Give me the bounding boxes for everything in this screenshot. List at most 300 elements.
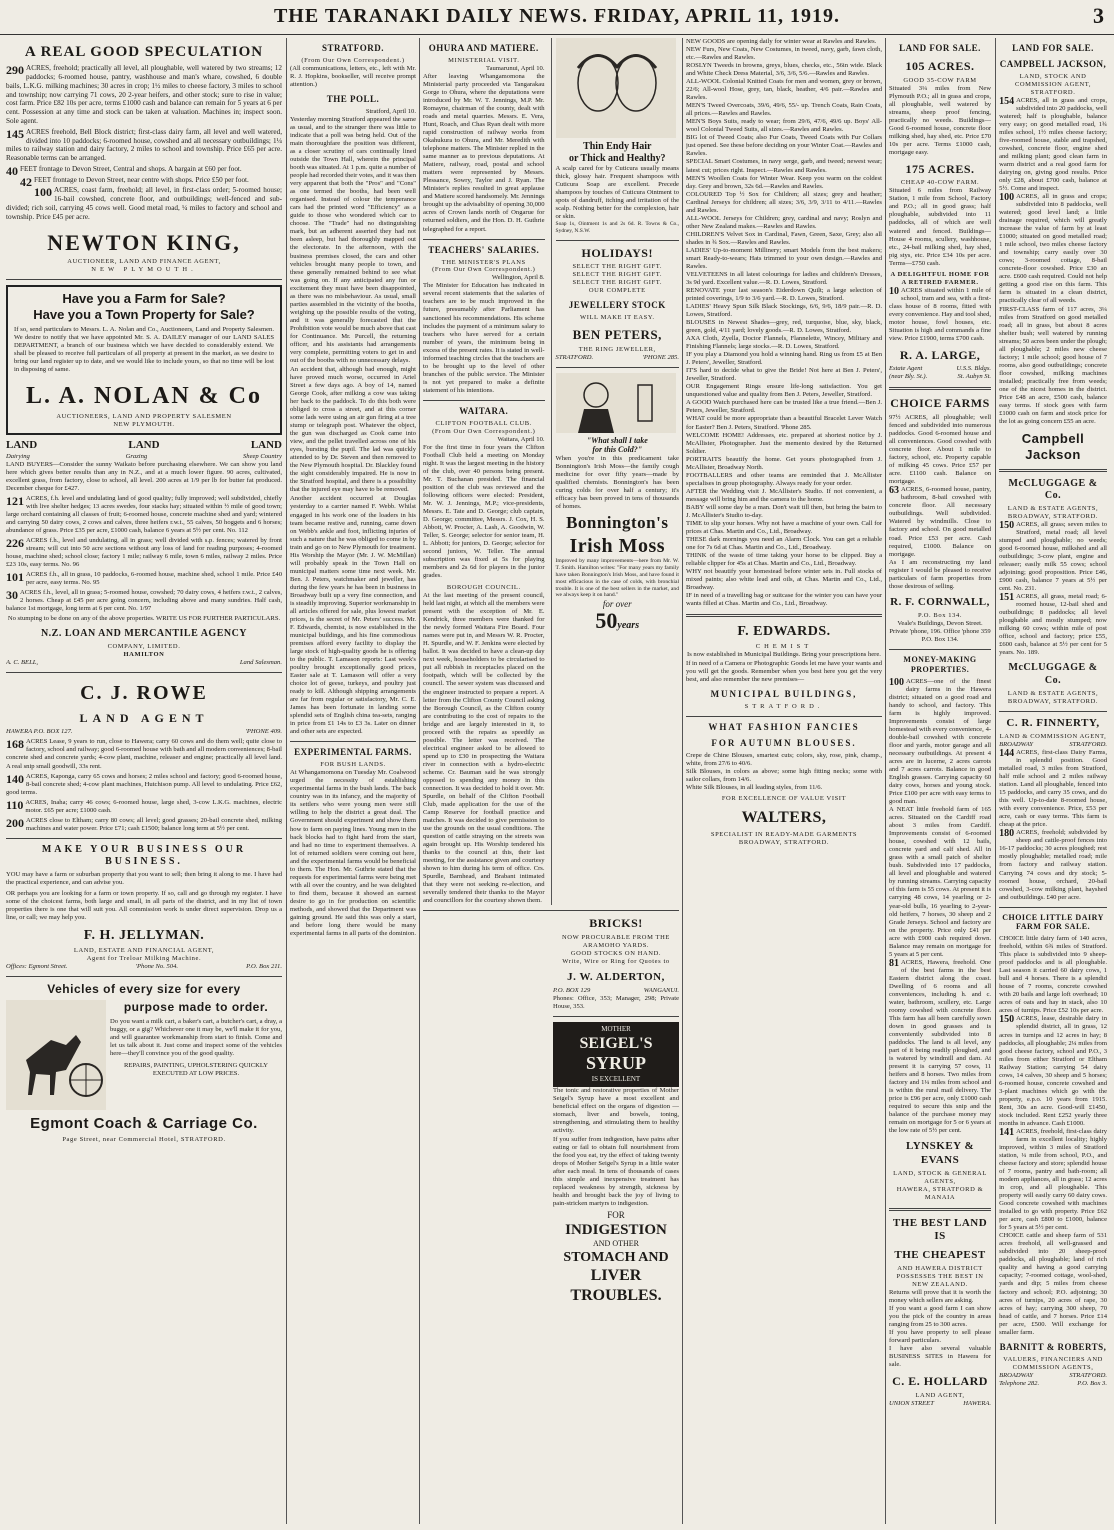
article-accident: An accident that, although bad enough, might have proved much worse, occurred in Ariel Street a few days ago. A boy of 14, named George Cook, after milking a cow was taking her back to the paddock. To do this both were obliged to cross a street, and at this corner some lads were using an air gun firing at a tree stump or telegraph post. Whatever the object, the gun was discharged as Cook came into view, and the pellet travelled across one of his eyes, bursting the pupil. The lad was quickly attended to by Dr. Steven and then removed to the New Plymouth hospital. Dr. Blackley found the sight considerably impaired. He is now in the Stratford hospital, and there is a possibility that the injured eye may have to be removed. bbox=[290, 365, 416, 494]
bonnington-brand: Bonnington's bbox=[566, 513, 669, 533]
classified-item: COLOURED Top ½ Sox for Children; all sizes; grey and heather; Cardinal Jerseys for children; all sizes; 3/6, 3/9, 3/11 to 4/11.—Rawles and Rawles. bbox=[686, 190, 882, 214]
vehicles-heading: Vehicles of every size for every bbox=[47, 982, 241, 997]
listing-text: ACRES, f.h. level and undulating land of good quality; fully improved; well subdivided, chiefly with live shelter hedges; 13 acres swedes, four stacks hay; situated within ½ mile of good town; large orchard containing all classes of fruit; 6-roomed house, concrete machine shed and yard; wintered and carrying 50 dairy cows, 2 cows and calves, three heifers r.w.t., 55 calves, 50 hoggets and 6 horses; abundance of grass. Price £35 per acre, £1000 cash, balance 6 years at 5½ per cent. No. 112 bbox=[6, 494, 282, 534]
land-subheading: Sheep Country bbox=[242, 452, 282, 460]
section-experimental-farms: EXPERIMENTAL FARMS. bbox=[294, 747, 412, 758]
advertiser-mccluggage: McCLUGGAGE & Co. bbox=[1008, 477, 1098, 501]
divider bbox=[999, 469, 1107, 472]
vehicles-text: Do you want a milk cart, a baker's cart, a butcher's cart, a dray, a buggy, or a gig? Whichever one it may be, we'll make it for you, and will guarantee workmanship from start to finish. Come and let us talk about it. Just come and inspect some of the vehicles here—they'll convince you of the good quality. bbox=[110, 1017, 282, 1057]
column-3-ads bbox=[551, 38, 679, 905]
classified-item: PORTRAITS beautify the home. Get yours photographed from J. McAllister, Broadway North. bbox=[686, 455, 882, 471]
finnerty-contact bbox=[999, 741, 1107, 749]
farm-180-body: ACRES, freehold; subdivided by sheep and cattle-proof fences into 16-17 paddocks; 30 acres ploughed; rest mostly ploughable; metalled road; mile from factory and railway station. Carrying 74 cows and dry stock; 5-roomed house, orchard, 20-bail cowshed, 3-cow milking plant, hayshed and outbuildings. £40 per acre. bbox=[999, 829, 1107, 901]
choice-little-dairy-heading: CHOICE LITTLE DAIRY FARM FOR SALE. bbox=[1002, 912, 1104, 932]
article-experimental: At Whangamomona on Tuesday Mr. Coalwood urged the necessity of establishing experimental farms in the bush lands. The back country was in its infancy, and the majority of its settlers who were young men were still willing to help the district a great deal. The Government should experiment and show them how to farm on paying lines. Young men in the back blocks had to fight hard from the start, and had no time to experiment themselves. A lot of returned soldiers were coming out here, and the experimental farms would be beneficial to them. The Hon. Mr. Guthrie stated that the requests for experimental farms were being met with all over the country, and he was delighted to find them, because it showed an earnest desire to go in for production on scientific methods, and showed that the Department was gaining ground. He said this was only a start, and before long there would be many experimental farms in all parts of the dominion. bbox=[290, 769, 416, 937]
advertiser-jellyman: F. H. JELLYMAN. bbox=[83, 928, 205, 944]
land-subheading: Grazing bbox=[125, 452, 148, 460]
divider bbox=[889, 387, 991, 390]
best-land-text-4: I have also several valuable BUSINESS SITES in Hawera for sale. bbox=[889, 1345, 992, 1369]
seigel-troubles: TROUBLES. bbox=[570, 1286, 662, 1304]
subhead-bush-lands: FOR BUSH LANDS. bbox=[320, 761, 386, 769]
column-rule bbox=[419, 38, 420, 1524]
advertiser-campbell-jackson: CAMPBELL JACKSON, bbox=[999, 58, 1107, 69]
classified-item: AXA Cloth, Zyella, Doctor Flannels, Flannelette, Wincey, Military and Finishing Flannels; large stocks.—R. D. Lowes, Stratford. bbox=[686, 335, 882, 351]
jellyman-text-1: YOU may have a farm or suburban property that you want to sell; then bring it along to me. I have had the practical experience, and can advise you. bbox=[6, 871, 282, 887]
farm-81-body: ACRES, Hawera, freehold. One of the best farms in the best Eastern district along the coast. Dwelling of 6 rooms and all conveniences, including h. and c. water, bathroom, scullery, etc. Large roomy cowshed with concrete floor. This farm has all been carefully sown down in good grasses and is conveniently subdivided into 8 paddocks. The land is all level, any part of it being readily ploughed, and is watered by windmill and dam. At present it is carrying 57 cows, 11 heifers and 8 horses. Two miles from factory and 1¼ miles from school and is within the rural mail delivery. The price is £96 per acre, only £1000 cash required to secure this snip and the balance of the purchase money may remain on mortgage for 5 or 6 years at the low rate of 5½ per cent. bbox=[889, 958, 992, 1135]
holidays-line: OUR COMPLETE bbox=[588, 287, 646, 295]
walters-value: FOR EXCELLENCE OF VALUE VISIT bbox=[721, 795, 847, 803]
subhead-ministerial: MINISTERIAL VISIT. bbox=[448, 56, 520, 64]
listing-number: 290 bbox=[6, 63, 24, 78]
best-land-heading-2: THE CHEAPEST bbox=[894, 1248, 986, 1261]
farm-100b-body: ACRES, all in grass and crops; subdivided into 8 paddocks, well watered; good level land; a little drainage required, which will greatly increase the value of farm by at least £1000; situated on good metalled road; 1 mile school, two miles cheese factory and township; carry easily over 30 cows; 3-roomed cottage, 8-bail concrete-floor cowshed. Price £30 an acre. £600 cash required. Could not help getting a good rise on this farm. This farm is situated in a clean district, practically clear of all weeds. bbox=[999, 193, 1107, 305]
advertiser-large: R. A. LARGE, bbox=[899, 347, 981, 362]
campbell-jackson-signature: Campbell Jackson bbox=[1021, 430, 1085, 462]
contact-street: UNION STREET bbox=[889, 1399, 934, 1407]
classified-item: SPECIAL Smart Costumes, in navy serge, garb, and tweed; newest wear; latest cut; prices right. Inspect.—Rawles and Rawles. bbox=[686, 158, 882, 174]
vehicles-subheading: purpose made to order. bbox=[123, 999, 269, 1014]
farm-81-text: 81 ACRES, Hawera, freehold. One of the best farms in the best Eastern district along the coast. Dwelling of 6 rooms and all conveniences, including h. and c. water, bathroom, scullery, etc. Large roomy cowshed with concrete floor. This farm has all been carefully sown down in good grasses and is conveniently subdivided into 8 paddocks. The land is all level, any part of it being readily ploughed, and is watered by windmill and dam. At present it is carrying 57 cows, 11 heifers and 8 horses. Two miles from factory and 1¼ miles from school and is within the rural mail delivery. The price is £96 per acre, only £1000 cash required to secure this snip and the balance of the purchase money may remain on mortgage for 5 or 6 years at the low rate of 5½ per cent. bbox=[889, 957, 992, 1135]
cuticura-headline-1: Thin Endy Hair bbox=[583, 140, 652, 152]
farm-150b-text: 150 ACRES, lease, desirable dairy in splendid district, all in grass, 12 acres in turnips and 12 acres in hay; 8 paddocks, all ploughable; 2¼ miles from good cheese factory, school and P.O., 3 miles from either Stratford or Eltham Railway Station; carrying 54 dairy cows, 14 calves, 30 sheep and 5 horses; 6-roomed house, concrete cowshed and 3-plant machines which go with the property, e.p.o. 10 years from 1915. Rent, 30s an acre. Good-will £1450, stock included. Rent £252 yearly three months in advance. Cash £1000. bbox=[999, 1014, 1107, 1127]
divider bbox=[556, 240, 679, 241]
advertiser-subtitle: LAND & COMMISSION AGENT, bbox=[999, 733, 1107, 741]
divider bbox=[423, 910, 679, 911]
contact-role: Land Salesman. bbox=[239, 659, 282, 667]
classified-item: LADIES' Heavy Spun Silk Black Stockings, 6/6, 9/6, 18/9 pair.—R. D. Lowes, Stratford. bbox=[686, 303, 882, 319]
holidays-line: SELECT THE RIGHT GIFT. bbox=[572, 279, 663, 287]
horse-cart-illustration bbox=[6, 1000, 106, 1110]
article-teachers: The Minister for Education has indicated in several recent statements that the salaries of teachers are to be much improved in the future, presumably after Parliament has sanctioned his recommendations. His scheme includes the payment of a minimum salary to teachers who have served for a certain number of years, the minimum being in excess of the present rates. It is stated in well-informed teaching circles that the teachers are to be brought up to the level of other branches of the public service. The Minister is not yet prepared to make a definite statement of his intentions. bbox=[423, 282, 545, 394]
bonnington-text: When you're in this predicament take Bonnington's Irish Moss—the family cough medicine for over fifty years—made by qualified chemists. Bonnington's has been curing colds for over half a century; it's efficacy has been proved in tens of thousands of homes. bbox=[555, 455, 679, 511]
seigel-excellent: IS EXCELLENT bbox=[591, 1075, 641, 1084]
classified-item: ALL-WOOL Colonial Knitted Coats for men and women, grey or brown, 22/6; All-wool Hose, grey, tan, black, heather, 4/6 pair.—Rawles and Rawles. bbox=[686, 78, 882, 102]
advertiser-subtitle: LAND & ESTATE AGENTS, bbox=[1007, 689, 1099, 697]
listing-number: 226 bbox=[6, 535, 24, 550]
farm-154-text: 154 ACRES, all in grass and crops, subdivided into 20 paddocks, well watered; half is ploughable, balance very easy; on good metalled road, 1¾ miles school, 1½ miles cheese factory; five-roomed house, stable and trapshed, cowshed, concrete floor, engine shed and milking plant; good clean farm in warm district and a real good farm for dairying on, giving good results. Price only £28, about £700 cash, balance at 5½. Come and inspect. bbox=[999, 95, 1107, 193]
page-number: 3 bbox=[1093, 3, 1104, 28]
column-4 bbox=[686, 38, 882, 1524]
land-subheading-row bbox=[6, 453, 282, 461]
classified-item: NEW Furs, New Coats, New Costumes, in tweed, navy, garb, fawn cloth, etc.—Rawles and Rawles. bbox=[686, 46, 882, 62]
classified-item: VELVETEENS in all latest colourings for ladies and children's Dresses, 3s 9d yard. Excellent value.—R. D. Lowes, Stratford. bbox=[686, 270, 882, 286]
listing-text: ACRES f.h., level and undulating, all in grass; well divided with s.p. fences; watered by front stream; will cut into 50 acre sections without any loss of land for reading purposes; 4-roomed house, machine shed; school close; factory 1 mile; railway 6 mile, town 6 miles, railway 2 miles. Price £23 10s, easy terms. No. 96 bbox=[6, 536, 282, 569]
contact-street: BROADWAY bbox=[999, 741, 1034, 748]
column-5 bbox=[889, 38, 1107, 1524]
farm-105-heading: 105 ACRES. bbox=[905, 58, 975, 73]
advertiser-cornwall: R. F. CORNWALL, bbox=[890, 595, 990, 608]
seigel-text-2: If you suffer from indigestion, have pains after eating or fail to obtain full nourishment from the food you eat, try the effect of taking twenty drops of Mother Seigel's Syrup in a little water after each meal. In tens of thousands of cases this simple and inexpensive treatment has replaced weakness by strength, sickness by health and brought back the joy of living to pain-stricken martyrs to indigestion. bbox=[553, 1135, 679, 1208]
municipal-buildings: MUNICIPAL BUILDINGS, bbox=[710, 689, 858, 700]
classified-item: OUR Engagement Rings ensure life-long satisfaction. You get unquestioned value and quality from Ben J. Peters, Jeweller, Stratford. bbox=[686, 383, 882, 399]
correspondent-note: (From Our Own Correspondent.) bbox=[432, 427, 536, 435]
section-stratford: STRATFORD. bbox=[321, 43, 385, 53]
advertiser-town: HAMILTON bbox=[123, 651, 165, 659]
section-waitara: WAITARA. bbox=[459, 405, 509, 416]
advertiser-mccluggage-2: McCLUGGAGE & Co. bbox=[1008, 662, 1098, 686]
contact-phone: 'PHONE 409. bbox=[245, 728, 282, 736]
listing-text: ACRES f.h., level, all in grass; 5-roomed house, cowshed; 70 dairy cows, 4 heifers r.w.t., 2 calves, 2 horses. Cheap at £45 per acre going concern, including above and many sundries. Half cash, balance 1st mortgage, long term at 6 per cent. No. 1/97 bbox=[6, 589, 282, 613]
farm-531-text: CHOICE cattle and sheep farm of 531 acres freehold, all well-grassed and subdivided into 20 sheep-proof paddocks, all ploughable; land of rich quality and having a good carrying capacity; 7-roomed cottage, wool-shed, yards and dip; 5 miles from cheese factory and school; P.O. adjoining; 30 acres of turnips, 20 acres of rape, 30 acres of hay; carrying 300 sheep, 70 head of cattle, and 7 horses. Price £14 per acre, £500. Will exchange for smaller farm. bbox=[999, 1232, 1107, 1336]
land-footer: No stumping to be done on any of the above properties. WRITE US FOR FURTHER PARTICULARS. bbox=[7, 615, 281, 623]
cuticura-illustration bbox=[556, 38, 676, 138]
column-5-left bbox=[889, 38, 991, 1524]
listing-number: 145 bbox=[6, 126, 24, 141]
article-misc: Another accident occurred at Douglas yesterday to a carrier named F. Webb. Whilst engaged in his work one of the loaders in his team became restive and, running, came down on Webb's ankle and foot, inflicting injuries of such a nature that he was obliged to come in by train and go on to New Plymouth for treatment. His Worship the Mayor (Mr. J. W. McMillan) will probably speak in the Town Hall on municipal matters some time next week. Mr. Ben. J. Peters, watchmaker and jeweller, has during the few years he has been in business in Broadway built up a very fine connection, and is steadily improving. Superior workmanship in all articles offered for sale, plus lowest market prices, is the secret of Mr. Peters' success. Mr. F. Edwards, chemist, is now established in the municipal buildings, and his fine commodious premises afford every facility to display the large stock of high-quality goods he is offering to the public. T. Lamason reports: Last week's poultry brought exceptionally good prices, Easter sale at T. Lamason will offer a very choice lot of geese, turkeys, and poultry just ready to kill. Although shipping arrangements are far from regular or satisfactory, Mr. C. E. James has been fortunate in landing some splendid sets of English china tea-sets, ranging in price from £1 14s to £3 3s. Later on dinner and other sets are expected. bbox=[290, 495, 416, 736]
best-land-text-3: If you have property to sell please forward particulars. bbox=[889, 1329, 992, 1345]
listing bbox=[6, 773, 282, 797]
best-land-heading-1: THE BEST LAND IS bbox=[892, 1216, 988, 1243]
bonnington-over: over bbox=[615, 599, 632, 610]
walters-blouses-2: Silk Blouses, in colors as above; some high fitting necks; some with sailor collars, from 14/6. bbox=[686, 768, 882, 784]
land-heading: LAND bbox=[128, 439, 160, 452]
advertiser-subtitle: CHEMIST bbox=[755, 643, 813, 651]
listing-number: 30 bbox=[6, 588, 18, 603]
jellyman-text-2: OR perhaps you are looking for a farm or town property. If so, call and go through my register. I have some of the choicest farms, both large and small, in all parts of the district, and in my list of town properties there is one that will suit you. All commission work is under direct supervision. Drop us a line, or call; we may help you. bbox=[6, 890, 282, 922]
subhead-plans: THE MINISTER'S PLANS bbox=[441, 258, 526, 266]
article-borough: At the last meeting of the present council, held last night, at which all the members were present with the exception of Mr. E. Kendrick, three members were thanked for the newly formed Waitara Fire Board. Four names were put in, and Messrs W. R. Procter, H. Spurdle, and W. F. Jenkins were elected by ballot. It was decided to have a clean-up day next week, householders to be circularised to put all rubbish in receptacles placed on the footpath, which will be collected by the council. The sewer system was discussed and the engineer instructed to prepare a report. A letter from the Clifton County Council asking the Borough Council, as the Clifton county are contributing to the cost of repairs to the bridge and are largely interested in it, to proceed with the repairs as speedily as possible. The letter was received. The electrical engineer asked to be allowed to spend up to £30 in prospecting the Waitara river in connection with a hydro-electric scheme. Cr. Bauman said he was strongly opposed to spending any money in this connection. It was decided to hold it over. Mr. Spurdle, on behalf of the Clifton Football Club, made application for the use of the Camp Reserve for football practice and matches. It was decided to give permission to use the grounds on the usual conditions. The question of cattle straying on the streets was again brought up. His Worship tendered his thanks to the council at this, their last meeting, for the assistance given and courtesy shown to him during his term of office. Crs. Spurdle, Barnhead, and Brabant intimated that they were not seeking re-election, and severally tendered their thanks to the Mayor and councillors for the courtesy shown them. bbox=[423, 592, 545, 905]
bonnington-years: years bbox=[617, 620, 640, 632]
divider bbox=[423, 400, 545, 401]
advertiser-subtitle: AUCTIONEERS, LAND AND PROPERTY SALESMEN bbox=[56, 413, 232, 421]
listing bbox=[6, 64, 282, 125]
seigel-text: The tonic and restorative properties of Mother Seigel's Syrup have a most excellent and beneficial effect on the organs of digestion — stomach, liver and bowels, toning, strengthening, and stimulating them to healthy activity. bbox=[553, 1086, 679, 1134]
classified-item: THESE dark mornings you need an Alarm Clock. You can get a reliable one for 7s 6d at Chas. Martin and Co., Ltd., Broadway. bbox=[686, 535, 882, 551]
nolan-ad-box bbox=[6, 285, 282, 435]
listing-number: 140 bbox=[6, 771, 24, 786]
cuticura-text: A scalp cared for by Cuticura usually means thick, glossy hair. Frequent shampoos with Cuticura Soap are excellent. Precede shampoos by touches of Cuticura Ointment to spots of dandruff, itching and irritation of the scalp. Nothing better for the complexion, hair or skin. bbox=[555, 165, 679, 221]
advertiser-newton-king: NEWTON KING, bbox=[47, 229, 241, 255]
farm-105-text: Situated 3¼ miles from New Plymouth P.O.; all in grass and crops, all ploughable, well watered by streams, sheep proof fencing, practically no weeds. Buildings—Good 6-roomed house, concrete floor milking shed, hay shed, etc. Price £70 10s per acre. Terms £1000 cash, mortgage easy. bbox=[889, 84, 992, 156]
land-heading: LAND bbox=[6, 439, 38, 452]
section-teachers: TEACHERS' SALARIES. bbox=[428, 244, 540, 255]
advertiser-nolan: L. A. NOLAN & Co bbox=[25, 383, 262, 410]
divider bbox=[6, 838, 282, 839]
question-farm: Have you a Farm for Sale? bbox=[62, 291, 226, 307]
farm-150-text: 150 ACRES, all grass; seven miles to Stratford, metal road; all level stumped and ploughable; no weeds; good 6-roomed house, milkshed and all outbuildings; 3-cow plant, engine and releaser; easily milk 55 cows; school adjoining; good proposition. Price £46, £900 cash, balance 7 years at 5½ per cent. No. 231. bbox=[999, 519, 1107, 593]
bonnington-headline-2: for this Cold?" bbox=[592, 445, 643, 455]
advertiser-edwards: F. EDWARDS. bbox=[737, 624, 831, 640]
classified-item: WHAT could be more appropriate than a beautiful Bracelet Lever Watch for Easter? Ben J. Peters, Stratford. 'Phone 285. bbox=[686, 415, 882, 431]
classified-item: IT'S hard to decide what to give the Bride! Not here at Ben J. Peters', Jeweller, Stratford. bbox=[686, 367, 882, 383]
contact-box: P.O. Box 3. bbox=[1077, 1379, 1107, 1387]
divider bbox=[889, 649, 991, 650]
advertiser-town: NEW PLYMOUTH. bbox=[91, 266, 197, 274]
listing bbox=[6, 571, 282, 587]
land-heading: LAND bbox=[250, 439, 282, 452]
listing-text: ACRES, freehold; practically all level, all ploughable, well watered by two streams; 12 paddocks; 6-roomed house, pantry, washhouse and man's whare, cowshed, 6 double bails, L.K.G. milking machines; 30 acres in crop; 1½ miles to cheese factory, 3 miles to school and township; now carrying 71 cows, 20 2-year heifers, and other stock; sure to rise in value; cost farm. Price £82 10s per acre, terms £1000 cash and balance can remain for 5 years at 6 per cent. Possession at any time and stock can be taken at valuation. Machines in; inspect soon. Sole agent. bbox=[6, 64, 282, 125]
listing-number: 40 bbox=[6, 163, 18, 178]
column-3-news bbox=[423, 38, 545, 905]
advertiser-nzloan: N.Z. LOAN AND MERCANTILE AGENCY bbox=[40, 628, 248, 640]
listing-text: ACRES Lease, 9 years to run, close to Hawera; carry 60 cows and do them well; quite close to factory, school and railway; good 6-roomed house with bath and all modern conveniences; 8-bail concrete shed and concrete yards; 4-cow plant, machine, releaser and engine; practically all level land. A real snip small goodwill, 33s rent. bbox=[6, 738, 282, 770]
listing bbox=[6, 174, 282, 189]
subhead-poll: THE POLL. bbox=[326, 93, 380, 104]
best-land-sub: AND HAWERA DISTRICT POSSESSES THE BEST IN NEW ZEALAND. bbox=[896, 1265, 984, 1288]
contact-town: STRATFORD. bbox=[555, 353, 594, 361]
divider bbox=[686, 614, 882, 617]
advertiser-subtitle: VALUERS, FINANCIERS AND COMMISSION AGENTS, bbox=[1003, 1355, 1103, 1371]
divider bbox=[889, 1208, 991, 1211]
classified-item: WHY not beautify your homestead before winter sets in. Full stocks of mixed paints; also white lead and oils, at Chas. Martin and Co., Ltd., Broadway. bbox=[686, 568, 882, 592]
listing bbox=[6, 589, 282, 613]
edwards-text: Is now established in Municipal Buildings. Bring your prescriptions here. bbox=[687, 651, 881, 659]
edwards-town: STRATFORD. bbox=[744, 703, 824, 711]
dateline: Stratford, April 10. bbox=[365, 107, 416, 115]
advertiser-finnerty: C. R. FINNERTY, bbox=[1006, 716, 1100, 729]
walters-blouses-3: White Silk Blouses, in all leading styles, from 11/6. bbox=[686, 784, 823, 792]
divider bbox=[290, 741, 416, 742]
section-land-for-sale: LAND FOR SALE. bbox=[899, 43, 981, 53]
contact-street: St. Aubyn St. bbox=[957, 373, 992, 381]
seigel-liver: LIVER bbox=[590, 1267, 642, 1285]
listing-number: 200 bbox=[6, 815, 24, 830]
bricks-write: Write, Wire or Ring for Quotes to bbox=[562, 957, 670, 965]
correspondent-note: (From Our Own Correspondent.) bbox=[301, 56, 405, 64]
seigel-and-other: AND OTHER bbox=[593, 1239, 639, 1249]
divider bbox=[999, 711, 1107, 712]
alderton-phones: Phones: Office, 353; Manager, 298; Private House, 353. bbox=[553, 995, 679, 1011]
listing-number: 100 bbox=[34, 185, 52, 200]
chemist-illustration bbox=[556, 373, 676, 433]
masthead-title: THE TARANAKI DAILY NEWS. FRIDAY, APRIL 11, 1919. bbox=[273, 5, 841, 27]
listing-text: ACRES, coast farm, freehold; all level, in first-class order; 5-roomed house; 16-bail cowshed, concrete floor, and outbuildings; well-fenced and sub-divided; rich soil, carrying 45 cows well. Good metal road, ¼ miles to factory and school and township. Price £45 per acre. bbox=[6, 186, 282, 221]
classified-item: MEN'S Woollen Coats for Winter Wear. Keep you warm on the coldest day. Grey and brown, 32s 6d.—Rawles and Rawles. bbox=[686, 174, 882, 190]
contact-name: A. C. BELL, bbox=[6, 659, 39, 667]
listing-number: 42 bbox=[20, 174, 32, 189]
cornwall-note: As I am reconstructing my land register I would be pleased to receive particulars of farm properties from those desirous of selling. bbox=[889, 558, 992, 590]
money-making-heading: MONEY-MAKING PROPERTIES. bbox=[903, 655, 977, 674]
farm-105-sub: GOOD 35-COW FARM bbox=[903, 76, 977, 84]
bricks-sub: NOW PROCURABLE FROM THE ARAMOHO YARDS. bbox=[561, 933, 670, 949]
vehicles-repairs: REPAIRS, PAINTING, UPHOLSTERING QUICKLY EXECUTED AT LOW PRICES. bbox=[123, 1061, 269, 1077]
masthead bbox=[0, 0, 1114, 35]
advertiser-subtitle: LAND, ESTATE AND FINANCIAL AGENT, bbox=[73, 947, 215, 955]
divider bbox=[686, 716, 882, 717]
advertiser-rowe: C. J. ROWE bbox=[80, 682, 208, 705]
listing bbox=[6, 495, 282, 535]
seigel-banner bbox=[553, 1022, 679, 1087]
farm-117-text: FIRST-CLASS farm of 117 acres, 3¼ miles from Stratford on good metalled road; all in grass, but about 8 acres shelter bush; well watered by running streams; 50 acres been under the plough; all ploughable; 2 miles new cheese factory; 1 mile school; good house of 7 rooms, also good outbuildings; concrete floor cowshed, milking machines installed; practically free from weeds; one of the nicest homes in the district. Price £48 an acre, £500 cash, balance easy terms. If stock goes with farm £1000 cash on farm and stock price for the lot as going concern £55 an acre. bbox=[999, 305, 1107, 425]
farm-150b-body: ACRES, lease, desirable dairy in splendid district, all in grass, 12 acres in turnips and 12 acres in hay; 8 paddocks, all ploughable; 2¼ miles from good cheese factory, school and P.O., 3 miles from either Stratford or Eltham Railway Station; carrying 54 dairy cows, 14 calves, 30 sheep and 5 horses; 6-roomed house, concrete cowshed and 3-plant machines which go with the property, e.p.o. 10 years from 1915. Rent, 30s an acre. Good-will £1450, stock included. Rent £252 yearly three months in advance. Cash £1000. bbox=[999, 1015, 1107, 1127]
delightful-home-text: 10 ACRES situated within 1 mile of school, tram and sea, with a first-class house of 8 rooms, fitted with every convenience. Hay and tool shed, motor house, fowl houses, etc. Situation is high and commands a fine view. Price £1900, terms £700 cash. bbox=[889, 285, 992, 342]
farm-144-text: 144 ACRES, first-class Dairy Farms, in splendid position. Good metalled road, 3 miles from Stratford, half mile school and 2 miles railway station. Land all ploughable, fenced into 15 paddocks, and carry 35 cows, and do this well. Up-to-date 8-roomed house, with every convenience. Price, £53 per acre, cash or easy terms. This farm is cheap at the price. bbox=[999, 748, 1107, 829]
classified-item: ALL-WOOL Jerseys for Children; grey, cardinal and navy; Roslyn and other New Zealand makes.—Rawles and Rawles. bbox=[686, 214, 882, 230]
article-football: For the first time in four years the Clifton Football Club held a meeting on Monday night. It was the largest meeting in the history of the club, over 40 persons being present. Mr. T. Buchanan presided. The financial position of the club was reviewed and the following officers were elected: President, Mr. W. J. Jennings, M.P.; vice-presidents, Messrs. E. Tate and D. George; club captain, D. George; committee, Messrs. J. Cox, H. S. Abbott, W. Procter, A. Lash, A. Goodwin, W. Teller, S. George; selector for senior team, H. L. Abbott; for juniors, D. George; selector for second juniors, W. Teller. The annual subscription was fixed at 5s for playing members and 2s 6d for players in the junior grades. bbox=[423, 443, 545, 580]
classified-item: BLOUSES in Newest Shades—grey, red, turquoise, blue, sky, black, green, gold, 4/11 yard; lovely goods.—R. D. Lowes, Stratford. bbox=[686, 319, 882, 335]
cuticura-footer: Soap 1s, Ointment 1s and 2s 6d. R. Towns & Co., Sydney, N.S.W. bbox=[555, 221, 679, 235]
classified-item: WELCOME HOME! Addresses, etc. prepared at shortest notice by J. McAllister, Photographer. Just the memento desired by the Returned Soldier. bbox=[686, 431, 882, 455]
bonnington-product: Irish Moss bbox=[569, 535, 666, 558]
column-1 bbox=[6, 38, 282, 1524]
classified-item: TIME to slip your horses. Why not have a machine of your own. Call for prices at Chas. Martin and Co., Ltd., Broadway. bbox=[686, 519, 882, 535]
contact-box: HAWERA P.O. BOX 127. bbox=[6, 728, 73, 736]
classified-item: AFTER the Wedding visit J. McAllister's Studio. If not convenient, a message will bring him and the camera to the home. bbox=[686, 487, 882, 503]
listing-text: ACRES freehold, Bell Block district; first-class dairy farm, all level and well watered, divided into 10 paddocks; 6-roomed house, cowshed and all necessary outbuildings; 1¼ miles to railway station and dairy factory, 2 miles to school and township. Price £65 per acre. Reasonable terms can be arranged. bbox=[6, 127, 282, 163]
dateline: Wellington, April 8. bbox=[491, 274, 545, 282]
holidays-line: SELECT THE RIGHT GIFT. bbox=[572, 263, 663, 271]
large-contact bbox=[889, 365, 991, 373]
advertiser-subtitle: THE RING JEWELLER, bbox=[578, 345, 656, 353]
seigel-mother: MOTHER bbox=[601, 1025, 631, 1034]
advertiser-lynskey: LYNSKEY & EVANS bbox=[905, 1140, 975, 1166]
contact-office: Offices: Egmont Street. bbox=[6, 963, 68, 971]
listing-number: 168 bbox=[6, 737, 24, 752]
rowe-contact bbox=[6, 728, 282, 736]
classified-item: MEN'S Tweed Overcoats, 39/6, 49/6, 55/- up. Trench Coats, Rain Coats, all prices.—Rawles and Rawles. bbox=[686, 102, 882, 118]
contact-town: WANGANUI. bbox=[643, 987, 679, 995]
advertiser-address: BROADWAY, STRATFORD. bbox=[738, 838, 830, 846]
listing-text: ACRES, Inaha; carry 46 cows; 6-roomed house, large shed, 3-cow L.K.G. machines, electric motor. £65 per acre; £1000 cash. bbox=[25, 798, 282, 814]
farm-151-body: ACRES, all grass, metal road; 6-roomed house, 12-bail shed and outbuildings; 8 paddocks; all level ploughable and mostly stumped; now milking 60 cows; within mile of post office, school and factory; price £55, £600 cash, balance at 5½ per cent for 5 years. No. 189. bbox=[999, 593, 1107, 657]
advertiser-barnitt: BARNITT & ROBERTS, bbox=[999, 1341, 1107, 1352]
land-subheading: Dairying bbox=[6, 452, 30, 460]
contact-building: U.S.S. Bldgs. bbox=[956, 365, 992, 373]
correspondent-note: (From Our Own Correspondent.) bbox=[432, 266, 536, 274]
seigel-syrup: SYRUP bbox=[585, 1053, 646, 1074]
classified-item: IF you play a Diamond you hold a winning hand. Ring us from £5 at Ben J. Peters', Jeweller, Stratford. bbox=[686, 351, 882, 367]
listing-text: ACRES, Kaponga, carry 65 cows and horses; 2 miles school and factory; good 6-roomed house, 8-bail concrete shed; 4-cow plant machines, Hutchison pump. All level to undulating. Price £62, good terms. bbox=[6, 772, 282, 796]
seigel-brand: SEIGEL'S bbox=[579, 1034, 653, 1052]
classified-item: THINK of the waste of time taking your horse to be clipped. Buy a reliable clipper for 45s at Chas. Martin and Co., Ltd., Broadway. bbox=[686, 552, 882, 568]
article-ohura: After leaving Whangamomona the Ministerial party proceeded via Tangarakau Gorge to Ohura, where the deputations were introduced by Mr. W. T. Jennings, M.P. Mr. Romayne, chairman of the county, dealt with roads and metal quarries. Messrs. E. Vera, Hunt, Roach, and Chas Ryan dealt with more rapid construction of railway works from Okahukura to Ohura, and Mr. Meredith with telephone matters. The Minister replied in the same manner as to previous deputations. At Matiere, railway, road, postal and school matters were represented by Messrs. Plessance, Sowry, Taylor and J. Ryan. The Minister's replies resulted in great applause and Matiere scored handsomely. Mr. Jennings brought up the advisability of opening 30,000 acres of Crown lands north of Ongarue for returned soldiers, and the Hon. D. H. Guthrie telegraphed for a report. bbox=[423, 72, 545, 233]
bonnington-for: for bbox=[602, 599, 614, 610]
nzloan-contact bbox=[6, 659, 282, 667]
listing bbox=[6, 537, 282, 569]
divider bbox=[999, 907, 1107, 908]
listing-number: 110 bbox=[6, 797, 24, 812]
subhead-football: CLIFTON FOOTBALL CLUB. bbox=[435, 419, 532, 427]
holidays-line: SELECT THE RIGHT GIFT. bbox=[572, 271, 663, 279]
bonnington-50: 50 bbox=[595, 608, 618, 634]
advertiser-subtitle: LAND, STOCK AND COMMISSION AGENT, STRATFORD. bbox=[1014, 72, 1092, 96]
holidays-heading: HOLIDAYS! bbox=[581, 245, 653, 260]
question-town: Have you a Town Property for Sale? bbox=[33, 307, 255, 323]
column-rule bbox=[885, 38, 886, 1524]
classified-item: CHILDREN'S Velvet Sox in Cardinal, Fawn, Green, Saxe, Grey; also all shades in ¾ Sox.—Rawles and Rawles. bbox=[686, 230, 882, 246]
listing-number: 101 bbox=[6, 570, 24, 585]
advertiser-towns: HAWERA, STRATFORD & MANAIA bbox=[896, 1186, 984, 1201]
contact-phone: 'Phone No. 504. bbox=[135, 963, 179, 971]
farm-154-body: ACRES, all in grass and crops, subdivided into 20 paddocks, well watered; half is ploughable, balance very easy; on good metalled road, 1¾ miles school, 1½ miles cheese factory; five-roomed house, stable and trapshed, cowshed, concrete floor, engine shed and milking plant; good clean farm in warm district and a real good farm for dairying on, giving good results. Price only £28, about £700 cash, balance at 5½. Come and inspect. bbox=[999, 96, 1107, 193]
classified-item: BIG lot of Tweed Coats; also Fur Coats, Tweed Coats with Fur Collars just opened. See these before deciding on your Winter Coat.—Rawles and Rawles. bbox=[686, 134, 882, 158]
subhead-borough: BOROUGH COUNCIL. bbox=[446, 584, 521, 592]
land-heading-row bbox=[6, 439, 282, 452]
farm-97-text: 97½ ACRES, all ploughable; well fenced and subdivided into numerous paddocks. Good 6-roomed house and all conveniences. Good cowshed with concrete floor. About 1 mile to factory, school, etc. Property capable of milking 45 cows. Price £57 per acre. £1100 cash. Balance on mortgage. bbox=[889, 414, 992, 486]
contact-box: P.O. BOX 129 bbox=[553, 987, 591, 995]
farm-175-heading: 175 ACRES. bbox=[905, 161, 975, 176]
classified-item: FOOTBALLERS and other teams are reminded that J. McAllister specialises in group photography. Always ready for your order. bbox=[686, 471, 882, 487]
classified-item: MEN'S Boys Suits, ready to wear; from 29/6, 47/6, 49/6 up. Boys' All-wool Colonial Tweed Suits, all sizes.—Rawles and Rawles. bbox=[686, 118, 882, 134]
land-intro: LAND BUYERS—Consider the sunny Waikato before purchasing elsewhere. We can show you land here which gives better results than any in N.Z., and at a much lower figure. 90 acres, cultivated, excellent grass, from factory, close to school, all level. 200 acres at 1/9 per lb for butter fat produced. December cheque for £427. bbox=[6, 460, 282, 492]
communications-note: (All communications, letters, etc., left with Mr. R. J. Hopkins, bookseller, will receive prompt attention.) bbox=[290, 64, 416, 88]
section-land-for-sale: LAND FOR SALE. bbox=[1012, 43, 1094, 53]
best-land-text-2: If you want a good farm I can show you the pick of the country in areas ranging from 25 to 300 acres. bbox=[889, 1304, 992, 1329]
walters-blouses-1: Crepe de Chine Blouses, smartest cuts; colors, sky, rose, pink, champ., white, from 27/6 to 40/6. bbox=[686, 752, 882, 768]
advertiser-subtitle: LAND, STOCK & GENERAL AGENTS, bbox=[893, 1170, 987, 1186]
farm-100-body: ACRES—one of the finest dairy farms in the Hawera district; situated on a good road and handy to school, and factory. This farm is highly improved. Improvements consist of large homestead with every convenience, 4-double-bail cowshed with concrete floor and yards, motor garage and all necessary outbuildings. At present 4 acres are in lucerne, 2 acres carrots and 7 acres carrots. Balance in good English grasses. Carrying capacity 60 dairy cows, horses and young stock. Price £100 per acre with easy terms to good man. bbox=[889, 677, 992, 806]
farm-100-text: 100 ACRES—one of the finest dairy farms in the Hawera district; situated on a good road and handy to school, and factory. This farm is highly improved. Improvements consist of large homestead with every convenience, 4-double-bail cowshed with concrete floor and yards, motor garage and all necessary outbuildings. At present 4 acres are in lucerne, 2 acres carrots and 7 acres carrots. Balance in good English grasses. Carrying capacity 60 dairy cows, horses and young stock. Price £100 per acre with easy terms to good man. bbox=[889, 676, 992, 806]
listing bbox=[6, 799, 282, 815]
barnitt-contact bbox=[999, 1372, 1107, 1380]
farm-150-body: ACRES, all grass; seven miles to Stratford, metal road; all level stumped and ploughable; no weeds; good 6-roomed house, milkshed and all outbuildings; 3-cow plant, engine and releaser; easily milk 55 cows; school adjoining; good proposition. Price £46, £900 cash, balance 7 years at 5½ per cent. No. 231. bbox=[999, 520, 1107, 593]
farm-141-body: ACRES, freehold, first-class dairy farm in excellent locality; highly improved, within 3 miles of Stratford station, ¼ mile from school, P.O., and cheese factory and store; splendid house of 7 rooms, pantry and bath-room; all modern appliances, all in grass; 12 acres in crop, and all ploughable. This property will easily carry 60 dairy cows. Good concrete cowshed with machines installed to go with property. Price £62 per acre, cash £800 to £1000, balance for 5 years at 5½ per cent. bbox=[999, 1127, 1107, 1232]
contact-street: BROADWAY bbox=[999, 1371, 1034, 1379]
classified-item: BABY will some day be a man. Don't wait till then, but bring the bairn to J. McAllister's Studio to-day. bbox=[686, 503, 882, 519]
divider bbox=[6, 279, 282, 280]
classified-item: NEW GOODS are opening daily for winter wear at Rawles and Rawles. bbox=[686, 38, 877, 45]
contact-town: STRATFORD. bbox=[1069, 1371, 1107, 1379]
advertiser-note: Agent for Treloar Milking Machine. bbox=[86, 955, 202, 963]
listing bbox=[6, 817, 282, 833]
farm-175-sub: CHEAP 40-COW FARM. bbox=[900, 179, 980, 187]
classified-item: A GOOD Watch purchased here can be trusted like a true friend.—Ben J. Peters, Jeweller, Stratford. bbox=[686, 399, 882, 415]
listing bbox=[6, 163, 282, 178]
listing-text: ACRES close to Eltham; carry 80 cows; all level; good grasses; 20-bail concrete shed, milking machines and water power. Price £71; cash £1500; balance long term at 5½ per cent. bbox=[26, 816, 282, 832]
advertiser-subtitle: LAND & ESTATE AGENTS, bbox=[1007, 505, 1099, 513]
best-land-text-1: Returns will prove that it is worth the money which sellers are asking. bbox=[889, 1288, 992, 1304]
classified-item: RENOVATE your last season's Eiderdown Quilt; a large selection of printed coverings, 1/9 to 3/6 yard.—R. D. Lowes, Stratford. bbox=[686, 286, 882, 302]
cuticura-headline-2: or Thick and Healthy? bbox=[568, 152, 666, 164]
advertiser-address: BROADWAY, STRATFORD. bbox=[1007, 513, 1099, 520]
headline-speculation: A REAL GOOD SPECULATION bbox=[24, 44, 264, 60]
advertiser-subtitle: COMPANY, LIMITED. bbox=[107, 643, 181, 651]
listing-number: 121 bbox=[6, 493, 24, 508]
vehicles-ad bbox=[6, 1000, 282, 1110]
farm-180-text: 180 ACRES, freehold; subdivided by sheep and cattle-proof fences into 16-17 paddocks; 30 acres ploughed; rest mostly ploughable; metalled road; mile from factory and railway station. Carrying 74 cows and dry stock; 5-roomed house, orchard, 20-bail cowshed, 3-cow milking plant, hayshed and outbuildings. £40 per acre. bbox=[999, 828, 1107, 901]
bricks-heading: BRICKS! bbox=[589, 916, 643, 931]
contact-phone: Telephone 282. bbox=[999, 1379, 1040, 1387]
divider bbox=[423, 239, 545, 240]
column-2 bbox=[290, 38, 416, 1524]
farm-63-body: ACRES, 6-roomed house, pantry, bathroom, 8-bail cowshed with concrete floor. All necessary outbuildings. Well subdivided. Watered by windmills. Close to factory and school. On good metalled road. Price £53 per acre. Cash required, £1000. Balance on mortgage. bbox=[889, 486, 992, 558]
delightful-home-body: ACRES situated within 1 mile of school, tram and sea, with a first-class house of 8 rooms, fitted with every convenience. Hay and tool shed, motor house, fowl houses, etc. Situation is high and commands a fine view. Price £1900, terms £700 cash. bbox=[889, 286, 992, 342]
column-rule bbox=[286, 38, 287, 1524]
choice-little-dairy-text: CHOICE little dairy farm of 140 acres, freehold, within 6¾ miles of Stratford. This place is subdivided into 9 sheep-proof paddocks and is all ploughable. Last season it carried 60 dairy cows, 1 bull and 4 horses. There is a splendid house of 7 rooms, concrete cowshed with 20 bails and large loft overhead; 10 acres of oats and hay in stack, also 10 acres of turnips. Price £52 10s per acre. bbox=[999, 935, 1107, 1015]
walters-heading-1: WHAT FASHION FANCIES bbox=[708, 722, 860, 733]
section-ohura: OHURA AND MATIERE. bbox=[428, 43, 539, 53]
jewellery-stock: JEWELLERY STOCK bbox=[568, 300, 666, 311]
farm-141-text: 141 ACRES, freehold, first-class dairy farm in excellent locality; highly improved, within 3 miles of Stratford station, ¼ mile from school, P.O., and cheese factory and store; splendid house of 7 rooms, pantry and bath-room; all modern appliances, all in grass; 12 acres in crop, and all ploughable. This property will easily carry 60 dairy cows. Good concrete cowshed with machines installed to go with property. Price £62 per acre, cash £800 to £1000, balance for 5 years at 5½ per cent. bbox=[999, 1126, 1107, 1232]
column-3 bbox=[423, 38, 679, 1524]
advertiser-egmont-coach: Egmont Coach & Carriage Co. bbox=[30, 1114, 258, 1132]
barnitt-contact-2 bbox=[999, 1380, 1107, 1388]
listing-text: ACRES f.h., all in grass, 10 paddocks, 6-roomed house, machine shed, school 1 mile. Price £40 per acre, easy terms. No. 95 bbox=[26, 571, 282, 587]
alderton-contact bbox=[553, 987, 679, 995]
divider bbox=[556, 367, 679, 368]
advertiser-walters: WALTERS, bbox=[741, 809, 827, 827]
farm-151-text: 151 ACRES, all grass, metal road; 6-roomed house, 12-bail shed and outbuildings; 8 paddocks; all level ploughable and mostly stumped; now milking 60 cows; within mile of post office, school and factory; price £55, £600 cash, balance at 5½ per cent for 5 years. No. 189. bbox=[999, 592, 1107, 657]
advertiser-alderton: J. W. ALDERTON, bbox=[567, 970, 665, 983]
delightful-home-heading: A DELIGHTFUL HOME FOR A RETIRED FARMER. bbox=[890, 270, 990, 286]
listing bbox=[6, 186, 282, 221]
farm-63-text: 63 ACRES, 6-roomed house, pantry, bathroom, 8-bail cowshed with concrete floor. All necessary outbuildings. Well subdivided. Watered by windmills. Close to factory and school. On good metalled road. Price £53 per acre. Cash required, £1000. Balance on mortgage. bbox=[889, 485, 992, 558]
classified-item: LADIES' Up-to-moment Millinery; smart Models from the best makers; smart Ready-to-wears; Hats trimmed to your own design.—Rawles and Rawles. bbox=[686, 246, 882, 270]
contact-box: P.O. Box 211. bbox=[246, 963, 282, 971]
bonnington-fifty bbox=[556, 610, 679, 632]
contact-near: (near Bly. St.). bbox=[889, 373, 928, 381]
contact-role: Estate Agent bbox=[889, 365, 923, 373]
holidays-line: WILL MAKE IT EASY. bbox=[579, 314, 655, 322]
advertiser-town: NEW PLYMOUTH. bbox=[113, 421, 175, 429]
divider bbox=[6, 672, 282, 673]
listing bbox=[6, 738, 282, 770]
seigel-for: FOR bbox=[607, 1210, 625, 1221]
hollard-contact bbox=[889, 1400, 991, 1408]
choice-farms-heading: CHOICE FARMS bbox=[890, 396, 990, 411]
nolan-text: If so, send particulars to Messrs. L. A. Nolan and Co., Auctioneers, Land and Property Salesmen. We desire to notify that we have appointed Mr. S. A. DAILEY manager of our LAND SALES DEPARTMENT, a branch of our business which we have decided to considerably extend. We shall be pleased to receive full particulars of all property at present in the market, as we desire to bring our land register up to date, and we would like to include yours, so that no time will be lost in disposing of same. bbox=[14, 325, 274, 374]
neat-farm-text: A NEAT little freehold farm of 165 acres. Situated on the Cardiff road about 3 miles from Cardiff. Improvements consist of 6-roomed house, cowshed with 12 bails, concrete yard and calf shed. All in grass with a small patch of shelter bush. Subdivided into 17 paddocks, all level and ploughable and watered by running streams. Carrying capacity of this farm is 55 cows. At present it is carrying 48 cows, 14 yearling or 2-year-old bulls, 16 yearling to 2-year-old heifers, 7 horses, 30 sheep and 2 Grade Jerseys. School and factory are on the property. Price only £41 per acre with £900 cash required down. Balance may remain on mortgage for 5 years at 5 per cent. bbox=[889, 806, 992, 958]
